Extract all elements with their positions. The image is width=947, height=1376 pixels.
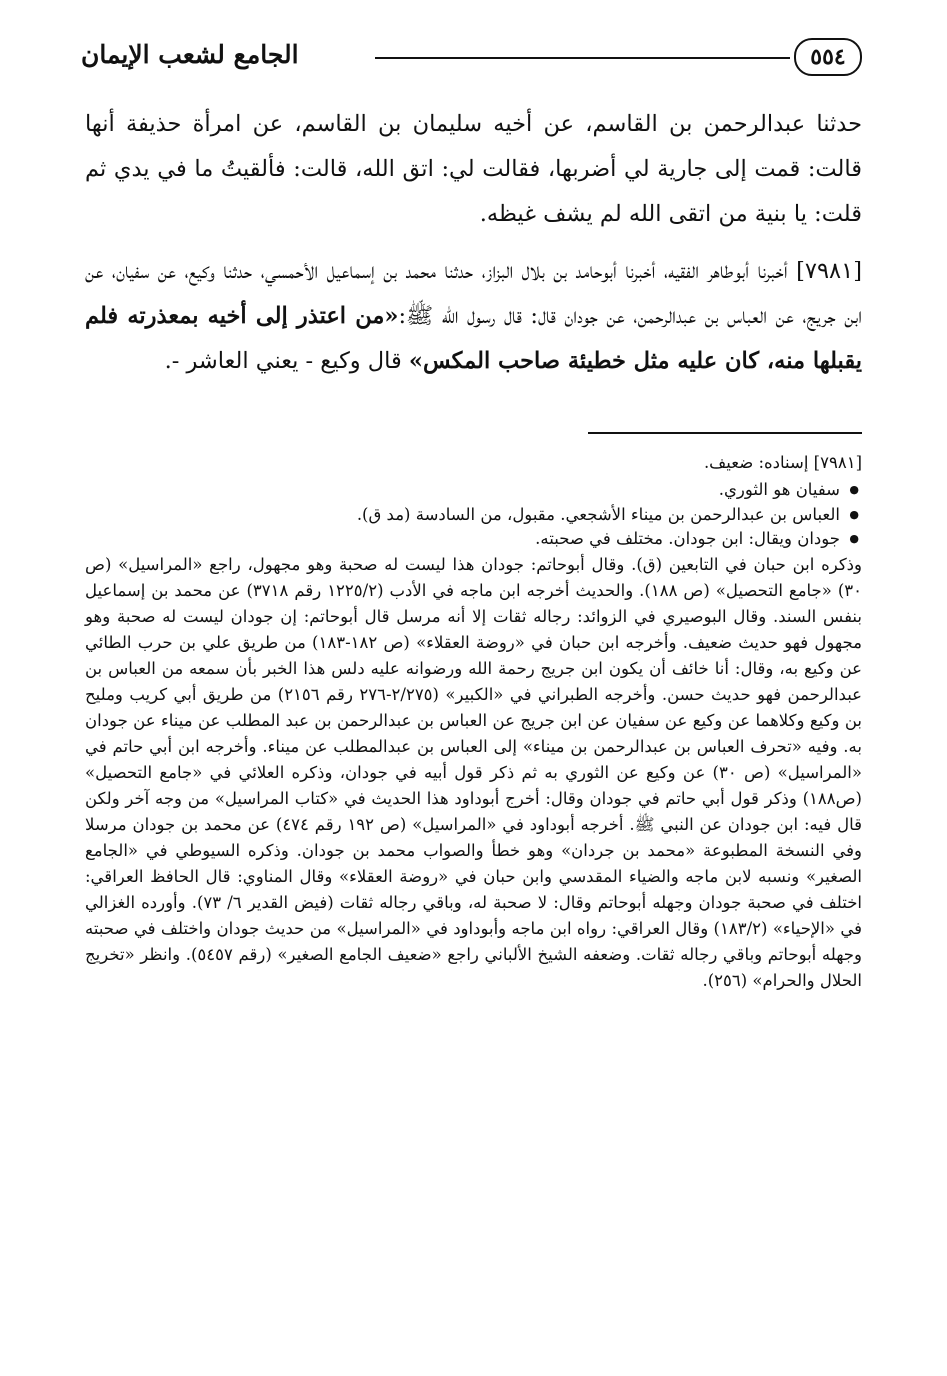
- paragraph-2-ending: قال وكيع - يعني العاشر -.: [164, 348, 409, 374]
- isnad-text: [٧٩٨١] أخبرنا أبوطاهر الفقيه، أخبرنا أبوحامد بن بلال البزاز، حدثنا محمد بن إسماعيل الأحمسي، حدثنا وكيع، عن سفيان، عن ابن جريج، عن العباس بن عبدالرحمن، عن جودان قال: قال رسول الله ﷺ:: [85, 258, 863, 329]
- main-paragraph-2: [85, 249, 862, 384]
- footnote-bullet: ● سفيان هو الثوري.: [85, 478, 862, 503]
- main-paragraph-1: حدثنا عبدالرحمن بن القاسم، عن أخيه سليمان بن القاسم، عن امرأة حذيفة أنها قالت: قمت إلى جارية لي أضربها، فقالت لي: اتق الله، قالت: فألقيتُ ما في يدي ثم قلت: يا بنية من اتقى الله لم يشف غيظه.: [85, 111, 862, 227]
- header-rule: [375, 57, 790, 59]
- book-title: الجامع لشعب الإيمان: [81, 40, 299, 69]
- footnote-separator: [588, 432, 862, 434]
- footnote-section: [85, 448, 862, 994]
- footnote-bullet-list: [85, 478, 862, 552]
- page-number-badge: ٥٥٤: [794, 38, 862, 76]
- page-header: [75, 30, 862, 88]
- footnote-bullet: ● جودان ويقال: ابن جودان. مختلف في صحبته.: [85, 527, 862, 552]
- hadith-text: «من اعتذر إلى أخيه بمعذرته فلم يقبلها منه، كان عليه مثل خطيئة صاحب المكس»: [85, 303, 862, 374]
- footnote-bullet: ● العباس بن عبدالرحمن بن ميناء الأشجعي. مقبول، من السادسة (مد ق).: [85, 503, 862, 528]
- footnote-body: وذكره ابن حبان في التابعين (ق). وقال أبوحاتم: جودان هذا ليست له صحبة وهو مجهول، راجع «المراسيل» (ص ٣٠) «جامع التحصيل» (ص ١٨٨). والحديث أخرجه ابن ماجه في الأدب (١٢٢٥/٢ رقم ٣٧١٨) عن محمد بن إسماعيل بنفس السند. وقال البوصيري في الزوائد: رجاله ثقات إلا أنه مرسل قال أبوحاتم: إن جودان ليست له صحبة وهو مجهول فهو حديث ضعيف. وأخرجه ابن حبان في «روضة العقلاء» (ص ١٨٢-١٨٣) من طريق علي بن حرب الطائي عن وكيع به، وقال: أنا خائف أن يكون ابن جريج رحمة الله ورضوانه عليه دلس هذا الخبر بأن سمعه من العباس بن عبدالرحمن فهو حديث حسن. وأخرجه الطبراني في «الكبير» (٢/٢٧٥-٢٧٦ رقم ٢١٥٦) من طريق أبي كريب ومليح بن وكيع وكلاهما عن وكيع عن سفيان عن ابن جريج عن العباس بن عبدالرحمن بن عبد المطلب عن ميناء عن جودان به. وفيه «تحرف العباس بن عبدالرحمن بن ميناء» إلى العباس بن عبدالمطلب عن ميناء. وأخرجه ابن أبي حاتم في «المراسيل» (ص ٣٠) عن وكيع عن الثوري به ثم ذكر قول أبيه في جودان، وذكره العلائي في «جامع التحصيل» (ص١٨٨) وذكر قول أبي حاتم في جودان وقال: أخرج أبوداود هذا الحديث في «كتاب المراسيل» من وجه آخر ولكن قال فيه: ابن جودان عن النبي ﷺ. أخرجه أبوداود في «المراسيل» (ص ١٩٢ رقم ٤٧٤) عن محمد بن جودان مرسلا وفي النسخة المطبوعة «محمد بن جردان» وهو خطأ والصواب محمد بن جودان. وذكره السيوطي في «الجامع الصغير» ونسبه لابن ماجه والضياء المقدسي وابن حبان في «روضة العقلاء» وقال المناوي: قال الحافظ العراقي: اختلف في صحبة جودان وجهله أبوحاتم وقال: لا صحبة له، وباقي رجاله ثقات (فيض القدير ٦/ ٧٣). وأورده الغزالي في «الإحياء» (١٨٣/٢) وقال العراقي: رواه ابن ماجه وأبوداود في «المراسيل» من حديث جودان واختلف في صحبته وجهله أبوحاتم وباقي رجاله ثقات. وضعفه الشيخ الألباني راجع «ضعيف الجامع الصغير» (رقم ٥٤٥٧). وانظر «تخريج الحلال والحرام» (٢٥٦).: [85, 554, 863, 990]
- footnote-heading: [٧٩٨١] إسناده: ضعيف.: [703, 453, 862, 472]
- main-text: [85, 102, 862, 384]
